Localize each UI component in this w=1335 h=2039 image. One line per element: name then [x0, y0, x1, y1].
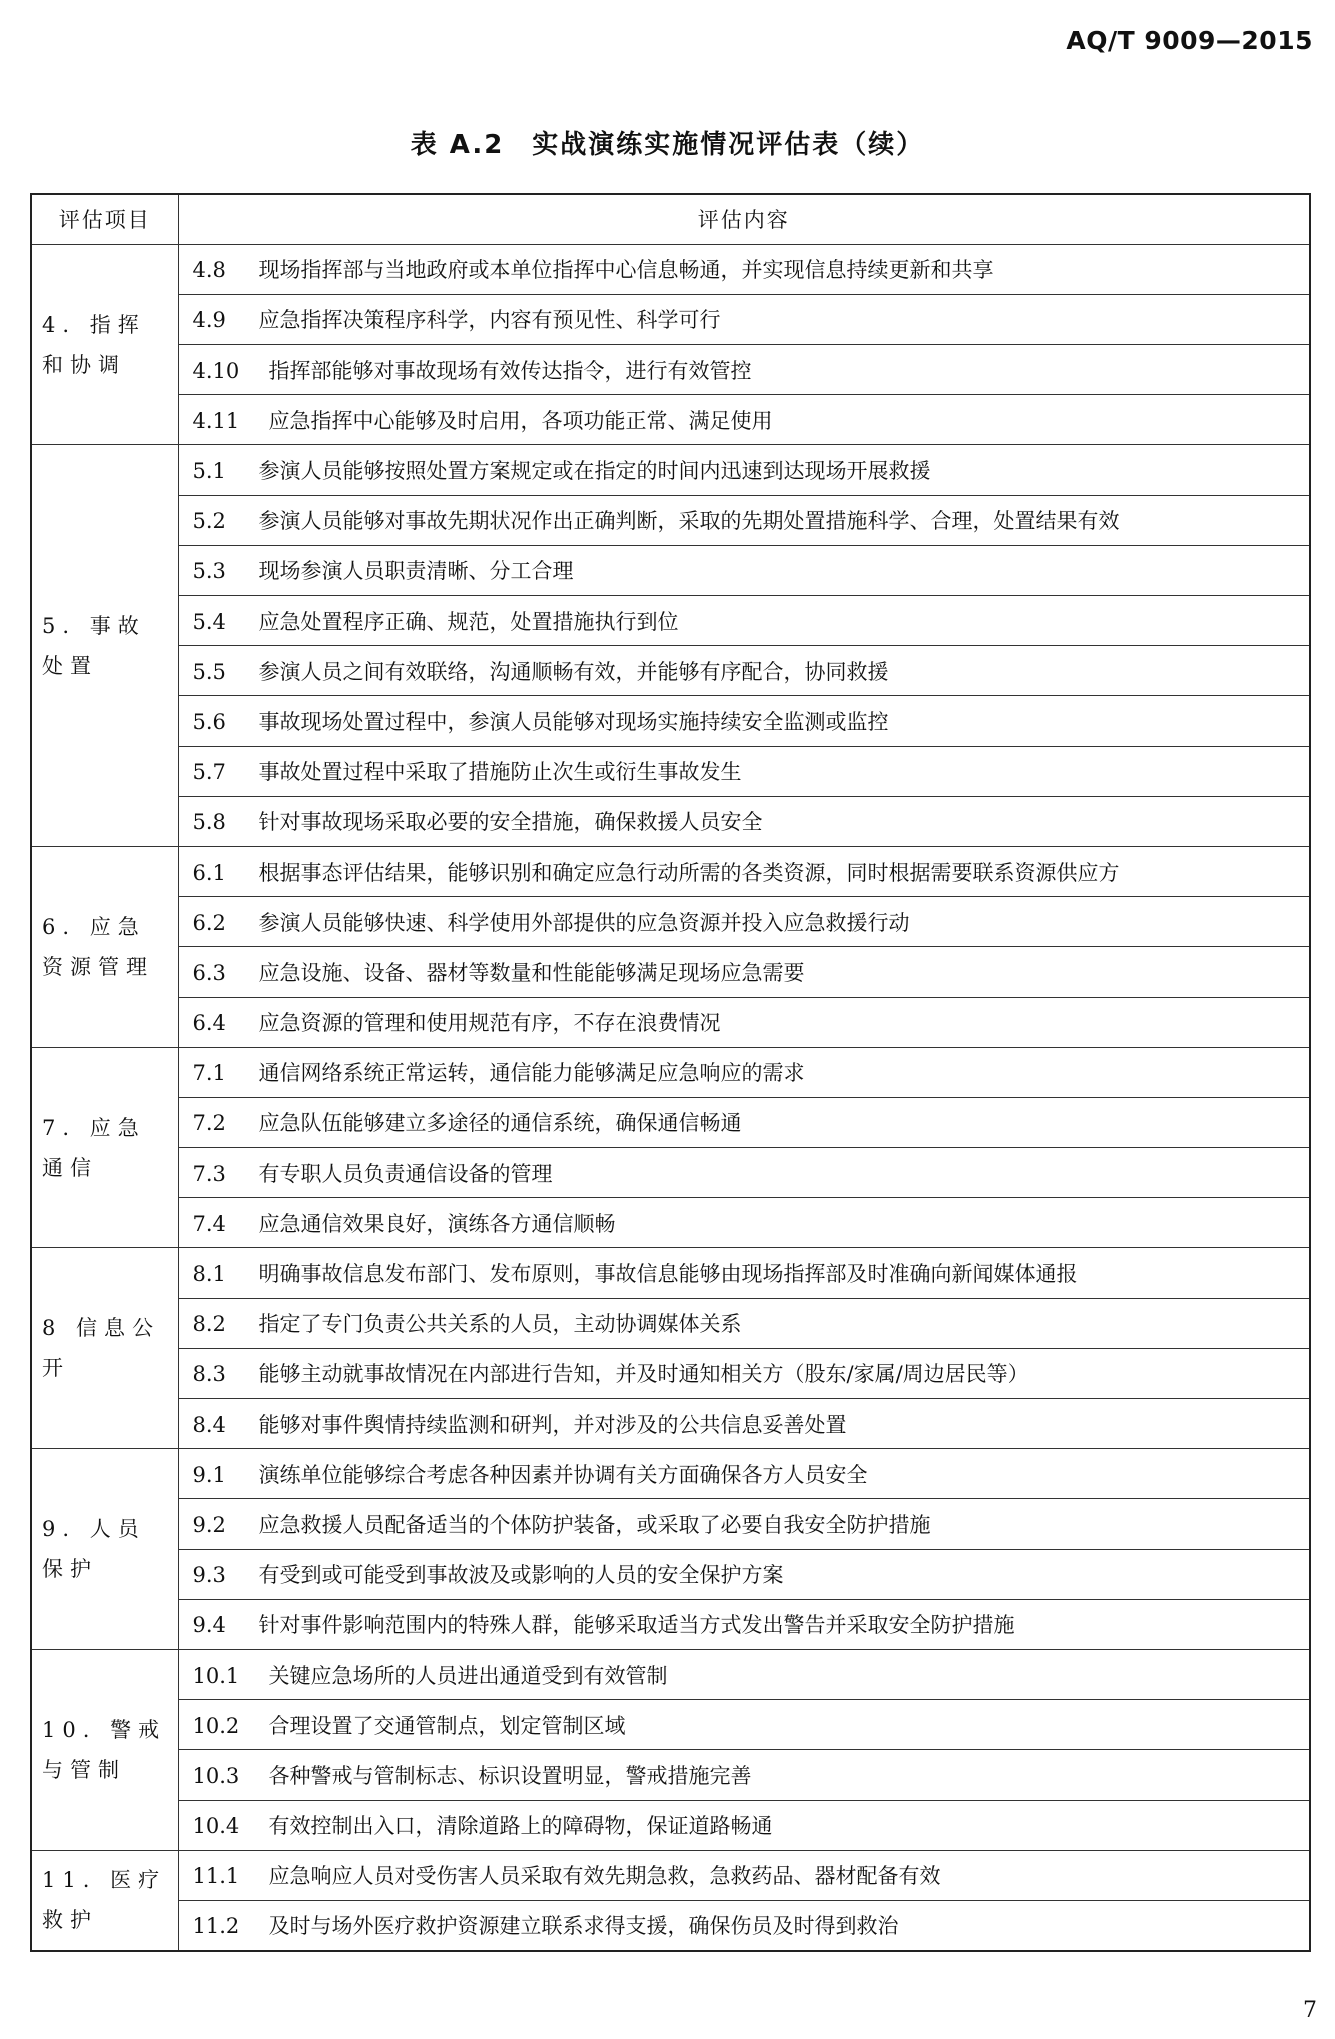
table-header-row: [31, 194, 1310, 244]
criterion-code: 9.1: [192, 1462, 226, 1487]
criterion-text: 应急资源的管理和使用规范有序，不存在浪费情况: [258, 1011, 721, 1036]
table-title: 表 A.2 实战演练实施情况评估表（续）: [410, 130, 925, 160]
evaluation-content-cell: [178, 796, 1310, 846]
criterion-code: 10.4: [192, 1814, 240, 1839]
criterion-text: 明确事故信息发布部门、发布原则，事故信息能够由现场指挥部及时准确向新闻媒体通报: [258, 1262, 1078, 1287]
table-row: [31, 1649, 1310, 1699]
criterion-code: 5.8: [192, 810, 226, 835]
table-row: [31, 1298, 1310, 1348]
evaluation-content-cell: [178, 1499, 1310, 1549]
criterion-code: 4.11: [192, 408, 240, 433]
evaluation-content-cell: [178, 1649, 1310, 1699]
criterion-text: 参演人员能够对事故先期状况作出正确判断，采取的先期处置措施科学、合理，处置结果有效: [258, 509, 1120, 534]
criterion-text: 根据事态评估结果，能够识别和确定应急行动所需的各类资源，同时根据需要联系资源供应方: [258, 860, 1120, 885]
criterion-text: 能够主动就事故情况在内部进行告知，并及时通知相关方（股东/家属/周边居民等）: [258, 1362, 1029, 1387]
evaluation-content-cell: [178, 1549, 1310, 1599]
table-row: [31, 846, 1310, 896]
evaluation-item-label: 8 信息公开: [31, 1248, 178, 1449]
criterion-code: 8.4: [192, 1412, 226, 1437]
criterion-text: 应急指挥决策程序科学，内容有预见性、科学可行: [258, 308, 721, 333]
criterion-text: 应急响应人员对受伤害人员采取有效先期急救，急救药品、器材配备有效: [268, 1864, 941, 1889]
criterion-code: 5.7: [192, 760, 226, 785]
evaluation-content-cell: [178, 696, 1310, 746]
evaluation-content-cell: [178, 1449, 1310, 1499]
table-row: [31, 1248, 1310, 1298]
criterion-text: 能够对事件舆情持续监测和研判，并对涉及的公共信息妥善处置: [258, 1412, 847, 1437]
evaluation-item-label: 11. 医疗救护: [31, 1850, 178, 1950]
evaluation-content-cell: [178, 846, 1310, 896]
evaluation-content-cell: [178, 997, 1310, 1047]
criterion-text: 应急通信效果良好，演练各方通信顺畅: [258, 1211, 616, 1236]
evaluation-content-cell: [178, 1047, 1310, 1097]
evaluation-content-cell: [178, 294, 1310, 344]
criterion-code: 5.4: [192, 609, 226, 634]
criterion-code: 7.3: [192, 1161, 226, 1186]
table-row: [31, 1750, 1310, 1800]
criterion-text: 参演人员能够按照处置方案规定或在指定的时间内迅速到达现场开展救援: [258, 459, 931, 484]
criterion-text: 有专职人员负责通信设备的管理: [258, 1161, 553, 1186]
evaluation-content-cell: [178, 1399, 1310, 1449]
evaluation-item-label: 5. 事故处置: [31, 445, 178, 847]
evaluation-content-cell: [178, 1348, 1310, 1398]
table-row: [31, 395, 1310, 445]
evaluation-content-cell: [178, 646, 1310, 696]
evaluation-content-cell: [178, 947, 1310, 997]
table-row: [31, 1348, 1310, 1398]
criterion-code: 4.9: [192, 308, 226, 333]
criterion-text: 现场指挥部与当地政府或本单位指挥中心信息畅通，并实现信息持续更新和共享: [258, 258, 994, 283]
criterion-text: 参演人员之间有效联络，沟通顺畅有效，并能够有序配合，协同救援: [258, 659, 889, 684]
table-row: [31, 1700, 1310, 1750]
table-row: [31, 244, 1310, 294]
criterion-text: 有受到或可能受到事故波及或影响的人员的安全保护方案: [258, 1563, 784, 1588]
table-row: [31, 696, 1310, 746]
evaluation-content-cell: [178, 746, 1310, 796]
criterion-text: 应急队伍能够建立多途径的通信系统，确保通信畅通: [258, 1111, 742, 1136]
criterion-text: 及时与场外医疗救护资源建立联系求得支援，确保伤员及时得到救治: [268, 1914, 899, 1939]
table-row: [31, 796, 1310, 846]
evaluation-content-cell: [178, 1900, 1310, 1950]
evaluation-content-cell: [178, 1800, 1310, 1850]
criterion-code: 5.5: [192, 659, 226, 684]
criterion-text: 各种警戒与管制标志、标识设置明显，警戒措施完善: [268, 1763, 752, 1788]
evaluation-item-label: 6. 应急资源管理: [31, 846, 178, 1047]
criterion-text: 指挥部能够对事故现场有效传达指令，进行有效管控: [268, 358, 752, 383]
document-code: AQ/T 9009—2015: [1066, 26, 1313, 55]
table-row: [31, 345, 1310, 395]
column-header-content: 评估内容: [178, 194, 1310, 244]
table-row: [31, 1399, 1310, 1449]
table-row: [31, 445, 1310, 495]
evaluation-content-cell: [178, 495, 1310, 545]
criterion-text: 现场参演人员职责清晰、分工合理: [258, 559, 574, 584]
criterion-text: 有效控制出入口，清除道路上的障碍物，保证道路畅通: [268, 1814, 773, 1839]
evaluation-content-cell: [178, 1097, 1310, 1147]
criterion-text: 针对事故现场采取必要的安全措施，确保救援人员安全: [258, 810, 763, 835]
table-row: [31, 1549, 1310, 1599]
evaluation-item-label: 7. 应急通信: [31, 1047, 178, 1248]
evaluation-content-cell: [178, 1248, 1310, 1298]
criterion-code: 4.8: [192, 258, 226, 283]
evaluation-table: [30, 193, 1311, 1952]
criterion-text: 演练单位能够综合考虑各种因素并协调有关方面确保各方人员安全: [258, 1462, 868, 1487]
evaluation-content-cell: [178, 395, 1310, 445]
criterion-code: 10.2: [192, 1713, 240, 1738]
criterion-code: 7.2: [192, 1111, 226, 1136]
column-header-item: 评估项目: [31, 194, 178, 244]
criterion-code: 5.2: [192, 509, 226, 534]
criterion-text: 应急指挥中心能够及时启用，各项功能正常、满足使用: [268, 408, 773, 433]
table-row: [31, 1599, 1310, 1649]
criterion-text: 应急处置程序正确、规范，处置措施执行到位: [258, 609, 679, 634]
criterion-code: 11.2: [192, 1914, 240, 1939]
evaluation-item-label: 4. 指挥和协调: [31, 244, 178, 445]
criterion-code: 8.1: [192, 1262, 226, 1287]
criterion-text: 应急救援人员配备适当的个体防护装备，或采取了必要自我安全防护措施: [258, 1512, 931, 1537]
evaluation-content-cell: [178, 1700, 1310, 1750]
table-body: [31, 244, 1310, 1950]
evaluation-content-cell: [178, 1599, 1310, 1649]
evaluation-content-cell: [178, 1750, 1310, 1800]
table-row: [31, 1900, 1310, 1950]
table-row: [31, 897, 1310, 947]
criterion-code: 9.4: [192, 1613, 226, 1638]
criterion-code: 11.1: [192, 1864, 240, 1889]
evaluation-item-label: 9. 人员保护: [31, 1449, 178, 1650]
evaluation-item-label: 10. 警戒与管制: [31, 1649, 178, 1850]
evaluation-content-cell: [178, 1148, 1310, 1198]
table-row: [31, 1148, 1310, 1198]
criterion-code: 7.1: [192, 1061, 226, 1086]
table-row: [31, 495, 1310, 545]
criterion-text: 通信网络系统正常运转，通信能力能够满足应急响应的需求: [258, 1061, 805, 1086]
evaluation-content-cell: [178, 445, 1310, 495]
evaluation-content-cell: [178, 345, 1310, 395]
table-row: [31, 294, 1310, 344]
table-row: [31, 1449, 1310, 1499]
table-row: [31, 746, 1310, 796]
table-row: [31, 646, 1310, 696]
criterion-code: 8.2: [192, 1312, 226, 1337]
table-row: [31, 1047, 1310, 1097]
criterion-text: 针对事件影响范围内的特殊人群，能够采取适当方式发出警告并采取安全防护措施: [258, 1613, 1015, 1638]
criterion-code: 5.6: [192, 709, 226, 734]
criterion-text: 合理设置了交通管制点，划定管制区域: [268, 1713, 626, 1738]
criterion-code: 10.1: [192, 1663, 240, 1688]
criterion-code: 6.2: [192, 910, 226, 935]
table-row: [31, 947, 1310, 997]
table-row: [31, 997, 1310, 1047]
page-number: 7: [1303, 1998, 1317, 2023]
criterion-code: 10.3: [192, 1763, 240, 1788]
criterion-text: 关键应急场所的人员进出通道受到有效管制: [268, 1663, 668, 1688]
criterion-code: 5.3: [192, 559, 226, 584]
evaluation-content-cell: [178, 596, 1310, 646]
criterion-text: 指定了专门负责公共关系的人员，主动协调媒体关系: [258, 1312, 742, 1337]
table-row: [31, 1097, 1310, 1147]
evaluation-content-cell: [178, 1850, 1310, 1900]
table-row: [31, 1499, 1310, 1549]
table-row: [31, 596, 1310, 646]
criterion-text: 事故处置过程中采取了措施防止次生或衍生事故发生: [258, 760, 742, 785]
criterion-code: 9.3: [192, 1563, 226, 1588]
criterion-text: 应急设施、设备、器材等数量和性能能够满足现场应急需要: [258, 960, 805, 985]
criterion-text: 事故现场处置过程中，参演人员能够对现场实施持续安全监测或监控: [258, 709, 889, 734]
criterion-text: 参演人员能够快速、科学使用外部提供的应急资源并投入应急救援行动: [258, 910, 910, 935]
criterion-code: 7.4: [192, 1211, 226, 1236]
evaluation-content-cell: [178, 1198, 1310, 1248]
criterion-code: 8.3: [192, 1362, 226, 1387]
evaluation-content-cell: [178, 1298, 1310, 1348]
criterion-code: 5.1: [192, 459, 226, 484]
criterion-code: 6.3: [192, 960, 226, 985]
evaluation-content-cell: [178, 897, 1310, 947]
criterion-code: 6.1: [192, 860, 226, 885]
table-row: [31, 1198, 1310, 1248]
criterion-code: 6.4: [192, 1011, 226, 1036]
table-row: [31, 1800, 1310, 1850]
evaluation-content-cell: [178, 244, 1310, 294]
criterion-code: 9.2: [192, 1512, 226, 1537]
table-row: [31, 545, 1310, 595]
evaluation-content-cell: [178, 545, 1310, 595]
criterion-code: 4.10: [192, 358, 240, 383]
table-row: [31, 1850, 1310, 1900]
